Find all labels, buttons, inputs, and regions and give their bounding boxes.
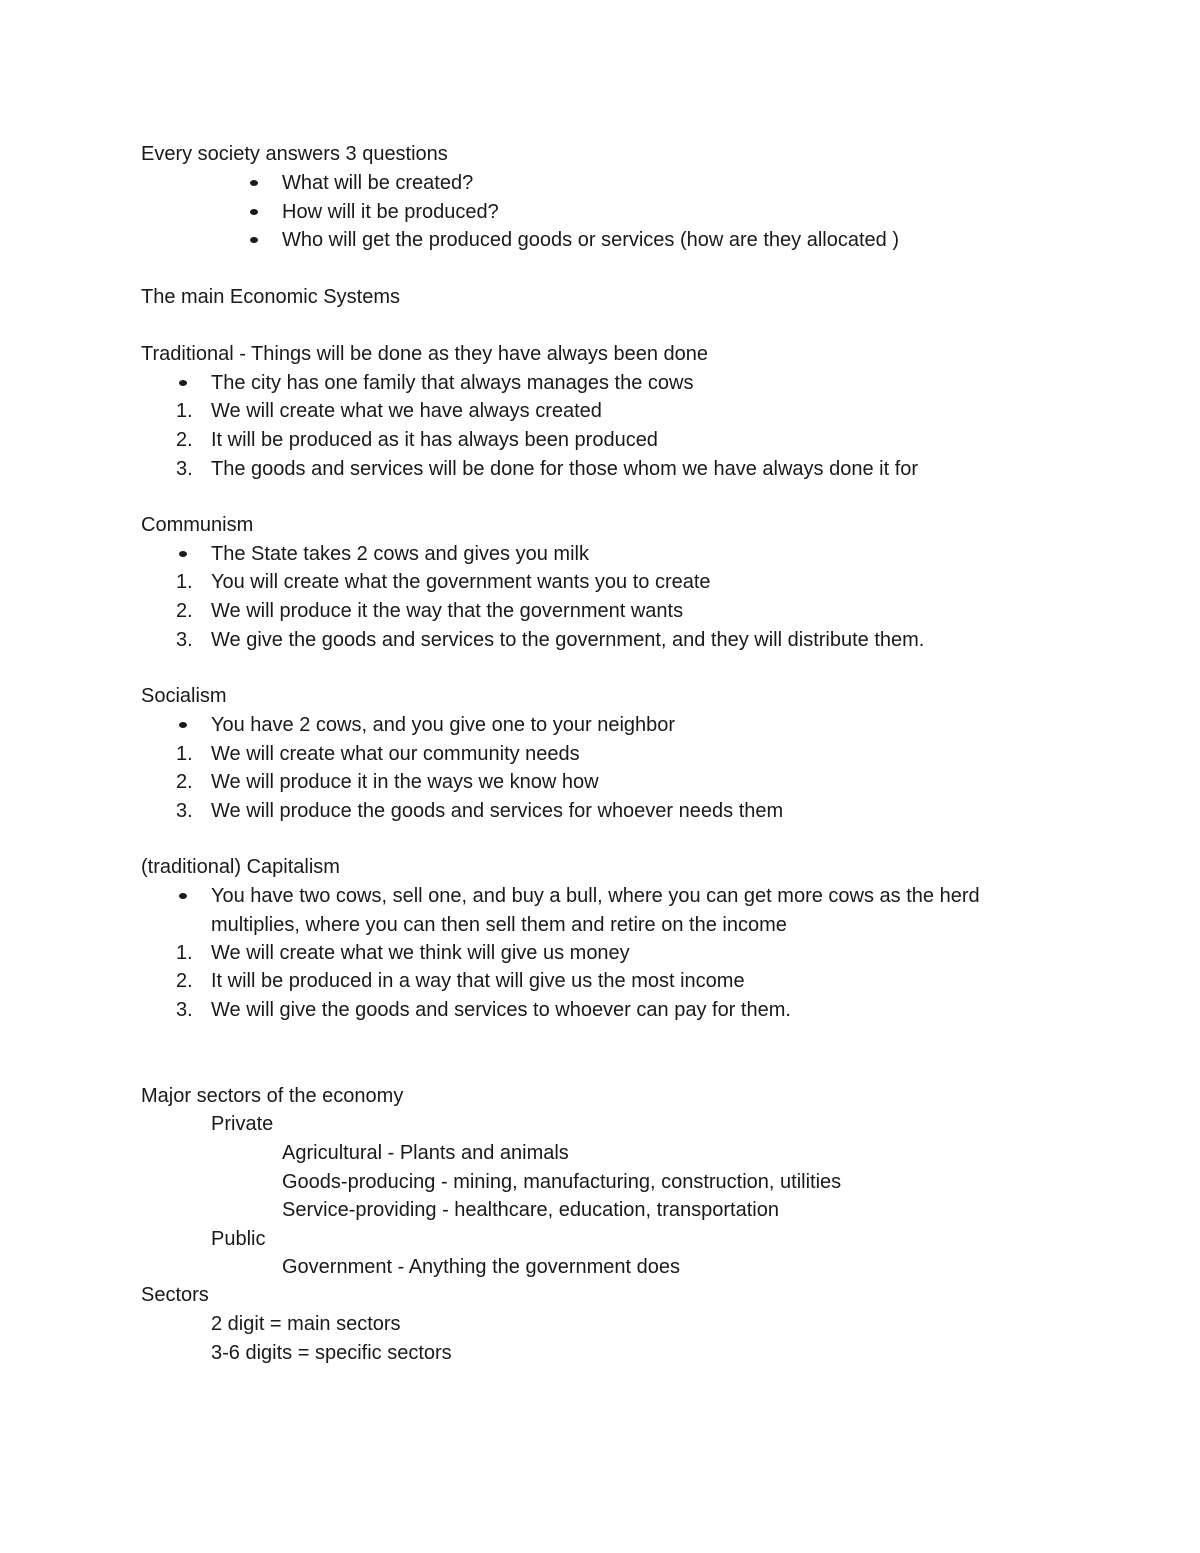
bullet-icon — [250, 209, 258, 215]
numbered-item: We will give the goods and services to whoever can pay for them. — [211, 999, 791, 1021]
list-number: 3. — [176, 458, 193, 480]
list-number: 1. — [176, 571, 193, 593]
system-heading-socialism: Socialism — [141, 685, 227, 707]
list-number: 1. — [176, 743, 193, 765]
private-sector-item: Agricultural - Plants and animals — [282, 1142, 569, 1164]
private-label: Private — [211, 1113, 274, 1135]
sector-code-item: 2 digit = main sectors — [211, 1313, 401, 1335]
numbered-item: We will produce it the way that the government wants — [211, 600, 684, 622]
bullet-icon — [250, 237, 258, 243]
bullet-icon — [179, 380, 187, 386]
question-item: Who will get the produced goods or services (how are they allocated ) — [282, 229, 899, 251]
system-bullet: The State takes 2 cows and gives you milk — [211, 543, 589, 565]
numbered-item: You will create what the government wants you to create — [211, 571, 711, 593]
public-label: Public — [211, 1228, 266, 1250]
private-sector-item: Goods-producing - mining, manufacturing, construction, utilities — [282, 1171, 842, 1193]
list-number: 3. — [176, 999, 193, 1021]
list-number: 2. — [176, 429, 193, 451]
questions-heading: Every society answers 3 questions — [141, 143, 448, 165]
numbered-item: We will create what we think will give us money — [211, 942, 630, 964]
system-bullet-continuation: multiplies, where you can then sell them and retire on the income — [211, 914, 787, 936]
systems-heading: The main Economic Systems — [141, 286, 400, 308]
bullet-icon — [179, 551, 187, 557]
system-bullet: You have 2 cows, and you give one to your neighbor — [211, 714, 676, 736]
numbered-item: It will be produced in a way that will give us the most income — [211, 970, 745, 992]
numbered-item: It will be produced as it has always been produced — [211, 429, 658, 451]
system-heading-communism: Communism — [141, 514, 254, 536]
list-number: 1. — [176, 400, 193, 422]
sectors-overview-heading: Major sectors of the economy — [141, 1085, 404, 1107]
numbered-item: We will produce the goods and services for whoever needs them — [211, 800, 784, 822]
list-number: 3. — [176, 800, 193, 822]
question-item: What will be created? — [282, 172, 474, 194]
public-sector-item: Government - Anything the government does — [282, 1256, 681, 1278]
system-bullet: You have two cows, sell one, and buy a bull, where you can get more cows as the herd — [211, 885, 980, 907]
system-heading-traditional: Traditional - Things will be done as they have always been done — [141, 343, 709, 365]
sector-code-item: 3-6 digits = specific sectors — [211, 1342, 452, 1364]
list-number: 2. — [176, 771, 193, 793]
numbered-item: We will create what our community needs — [211, 743, 580, 765]
private-sector-item: Service-providing - healthcare, education, transportation — [282, 1199, 779, 1221]
bullet-icon — [250, 180, 258, 186]
list-number: 1. — [176, 942, 193, 964]
bullet-icon — [179, 893, 187, 899]
system-bullet: The city has one family that always manages the cows — [211, 372, 694, 394]
list-number: 3. — [176, 629, 193, 651]
question-item: How will it be produced? — [282, 201, 499, 223]
numbered-item: We will produce it in the ways we know how — [211, 771, 599, 793]
numbered-item: The goods and services will be done for those whom we have always done it for — [211, 458, 919, 480]
sector-codes-heading: Sectors — [141, 1284, 209, 1306]
list-number: 2. — [176, 600, 193, 622]
list-number: 2. — [176, 970, 193, 992]
bullet-icon — [179, 722, 187, 728]
system-heading-capitalism: (traditional) Capitalism — [141, 856, 340, 878]
numbered-item: We give the goods and services to the government, and they will distribute them. — [211, 629, 925, 651]
numbered-item: We will create what we have always created — [211, 400, 602, 422]
